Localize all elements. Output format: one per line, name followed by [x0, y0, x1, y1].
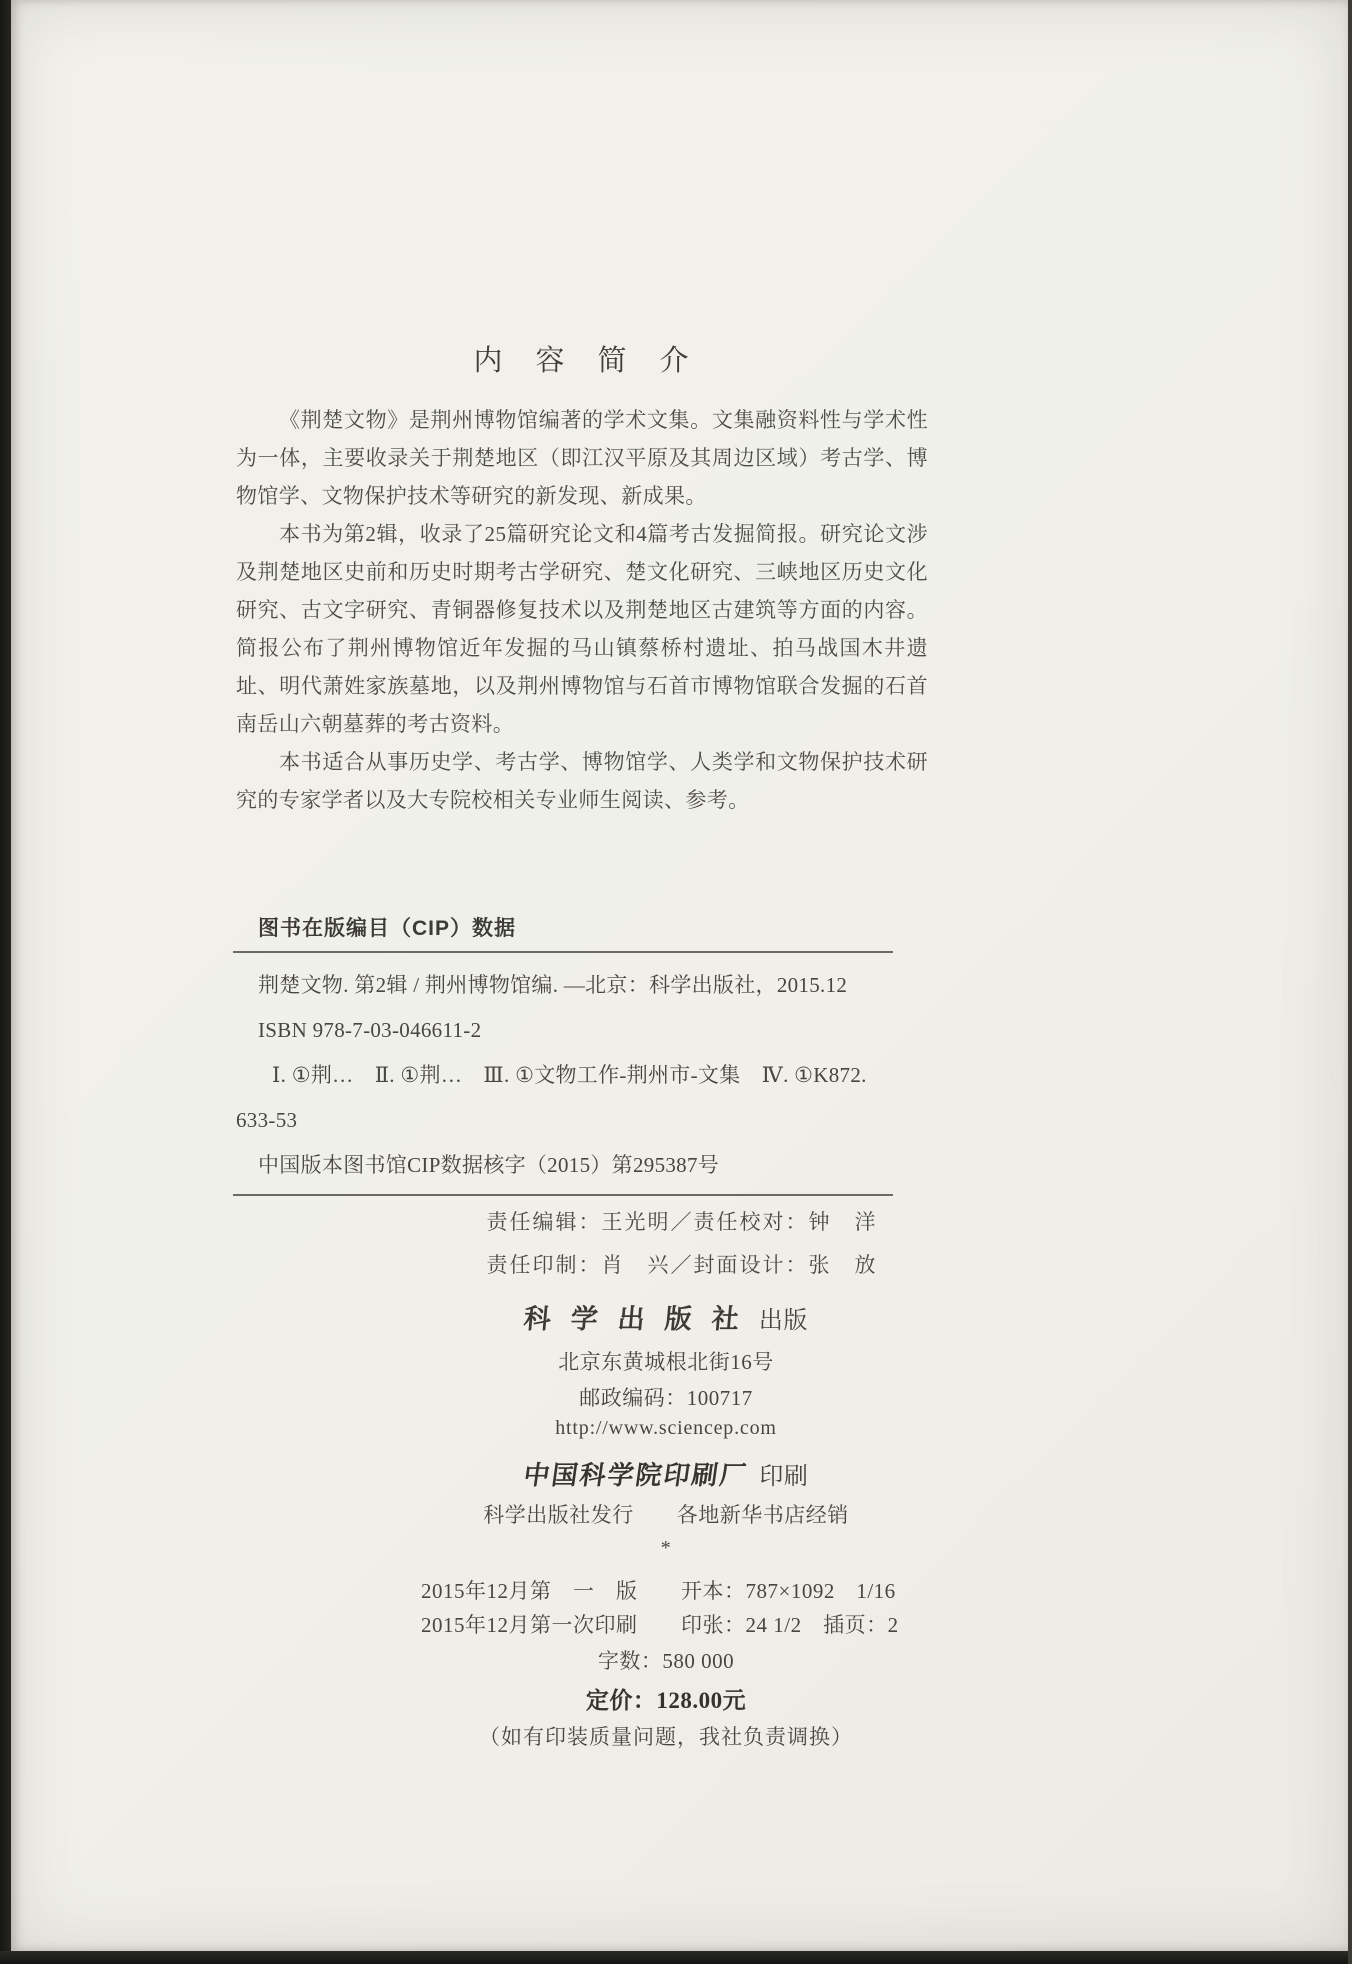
edition-statement: 2015年12月第 一 版 — [421, 1579, 638, 1603]
cip-isbn: ISBN 978-7-03-046611-2 — [258, 1018, 482, 1042]
edition-row — [236, 1575, 1096, 1605]
publisher-line — [236, 1297, 1096, 1336]
price-value: 128.00元 — [656, 1688, 747, 1713]
intro-line: 南岳山六朝墓葬的考古资料。 — [236, 712, 515, 736]
price-label: 定价： — [585, 1688, 657, 1713]
cip-heading: 图书在版编目（CIP）数据 — [258, 917, 517, 940]
separator-asterisk: * — [660, 1537, 672, 1559]
quality-notice: （如有印装质量问题，我社负责调换） — [479, 1725, 853, 1749]
publisher-website: http://www.sciencep.com — [555, 1417, 777, 1439]
intro-line: 及荆楚地区史前和历史时期考古学研究、楚文化研究、三峡地区历史文化 — [236, 560, 928, 584]
intro-line: 本书适合从事历史学、考古学、博物馆学、人类学和文物保护技术研 — [279, 750, 928, 774]
intro-line: 简报公布了荆州博物馆近年发掘的马山镇蔡桥村遗址、拍马战国木井遗 — [236, 636, 928, 660]
cip-class-line2: 633-53 — [236, 1108, 298, 1132]
printing-row — [236, 1609, 1096, 1639]
intro-heading: 内 容 简 介 — [473, 345, 691, 377]
distribution-line: 科学出版社发行 各地新华书店经销 — [483, 1503, 849, 1527]
publisher-suffix: 出版 — [758, 1308, 808, 1334]
publisher-address: 北京东黄城根北街16号 — [558, 1350, 774, 1374]
price-line — [236, 1682, 1096, 1715]
printer-suffix: 印刷 — [759, 1464, 809, 1490]
staff-credits — [236, 1201, 1028, 1287]
intro-line: 物馆学、文物保护技术等研究的新发现、新成果。 — [236, 484, 707, 508]
format-statement: 开本：787×1092 1/16 — [681, 1579, 896, 1603]
intro-line: 址、明代萧姓家族墓地，以及荆州博物馆与石首市博物馆联合发掘的石首 — [236, 674, 928, 698]
staff-editors-line: 责任编辑：王光明／责任校对：钟 洋 — [486, 1210, 878, 1234]
scan-edge-right — [1348, 0, 1352, 1964]
cip-block — [236, 963, 928, 1188]
intro-line: 本书为第2辑，收录了25篇研究论文和4篇考古发掘简报。研究论文涉 — [279, 522, 928, 546]
scan-edge-left — [0, 0, 11, 1964]
publisher-postcode: 邮政编码：100717 — [579, 1386, 753, 1410]
book-page — [11, 0, 1348, 1951]
intro-line: 究的专家学者以及大专院校相关专业师生阅读、参考。 — [236, 788, 750, 812]
intro-line: 研究、古文字研究、青铜器修复技术以及荆楚地区古建筑等方面的内容。 — [236, 598, 928, 622]
printer-logotype: 中国科学院印刷厂 — [521, 1461, 750, 1490]
printing-statement: 2015年12月第一次印刷 — [421, 1613, 638, 1637]
cip-bottom-rule — [233, 1194, 893, 1196]
publisher-logotype: 科学出版社 — [522, 1304, 761, 1334]
intro-line: 为一体，主要收录关于荆楚地区（即江汉平原及其周边区域）考古学、博 — [236, 446, 928, 470]
scan-edge-bottom — [0, 1951, 1352, 1964]
intro-line: 《荆楚文物》是荆州博物馆编著的学术文集。文集融资料性与学术性 — [279, 408, 928, 432]
cip-title-line: 荆楚文物. 第2辑 / 荆州博物馆编. —北京：科学出版社，2015.12 — [258, 973, 848, 997]
cip-top-rule — [233, 951, 893, 953]
intro-paragraphs — [236, 401, 928, 819]
cip-class-line: Ⅰ. ①荆… Ⅱ. ①荆… Ⅲ. ①文物工作-荆州市-文集 Ⅳ. ①K872. — [272, 1063, 867, 1087]
word-count: 字数：580 000 — [597, 1649, 735, 1673]
cip-record-line: 中国版本图书馆CIP数据核字（2015）第295387号 — [258, 1153, 720, 1177]
sheets-statement: 印张：24 1/2 插页：2 — [681, 1613, 899, 1637]
staff-printing-line: 责任印制：肖 兴／封面设计：张 放 — [486, 1253, 878, 1277]
printer-line — [236, 1455, 1096, 1492]
